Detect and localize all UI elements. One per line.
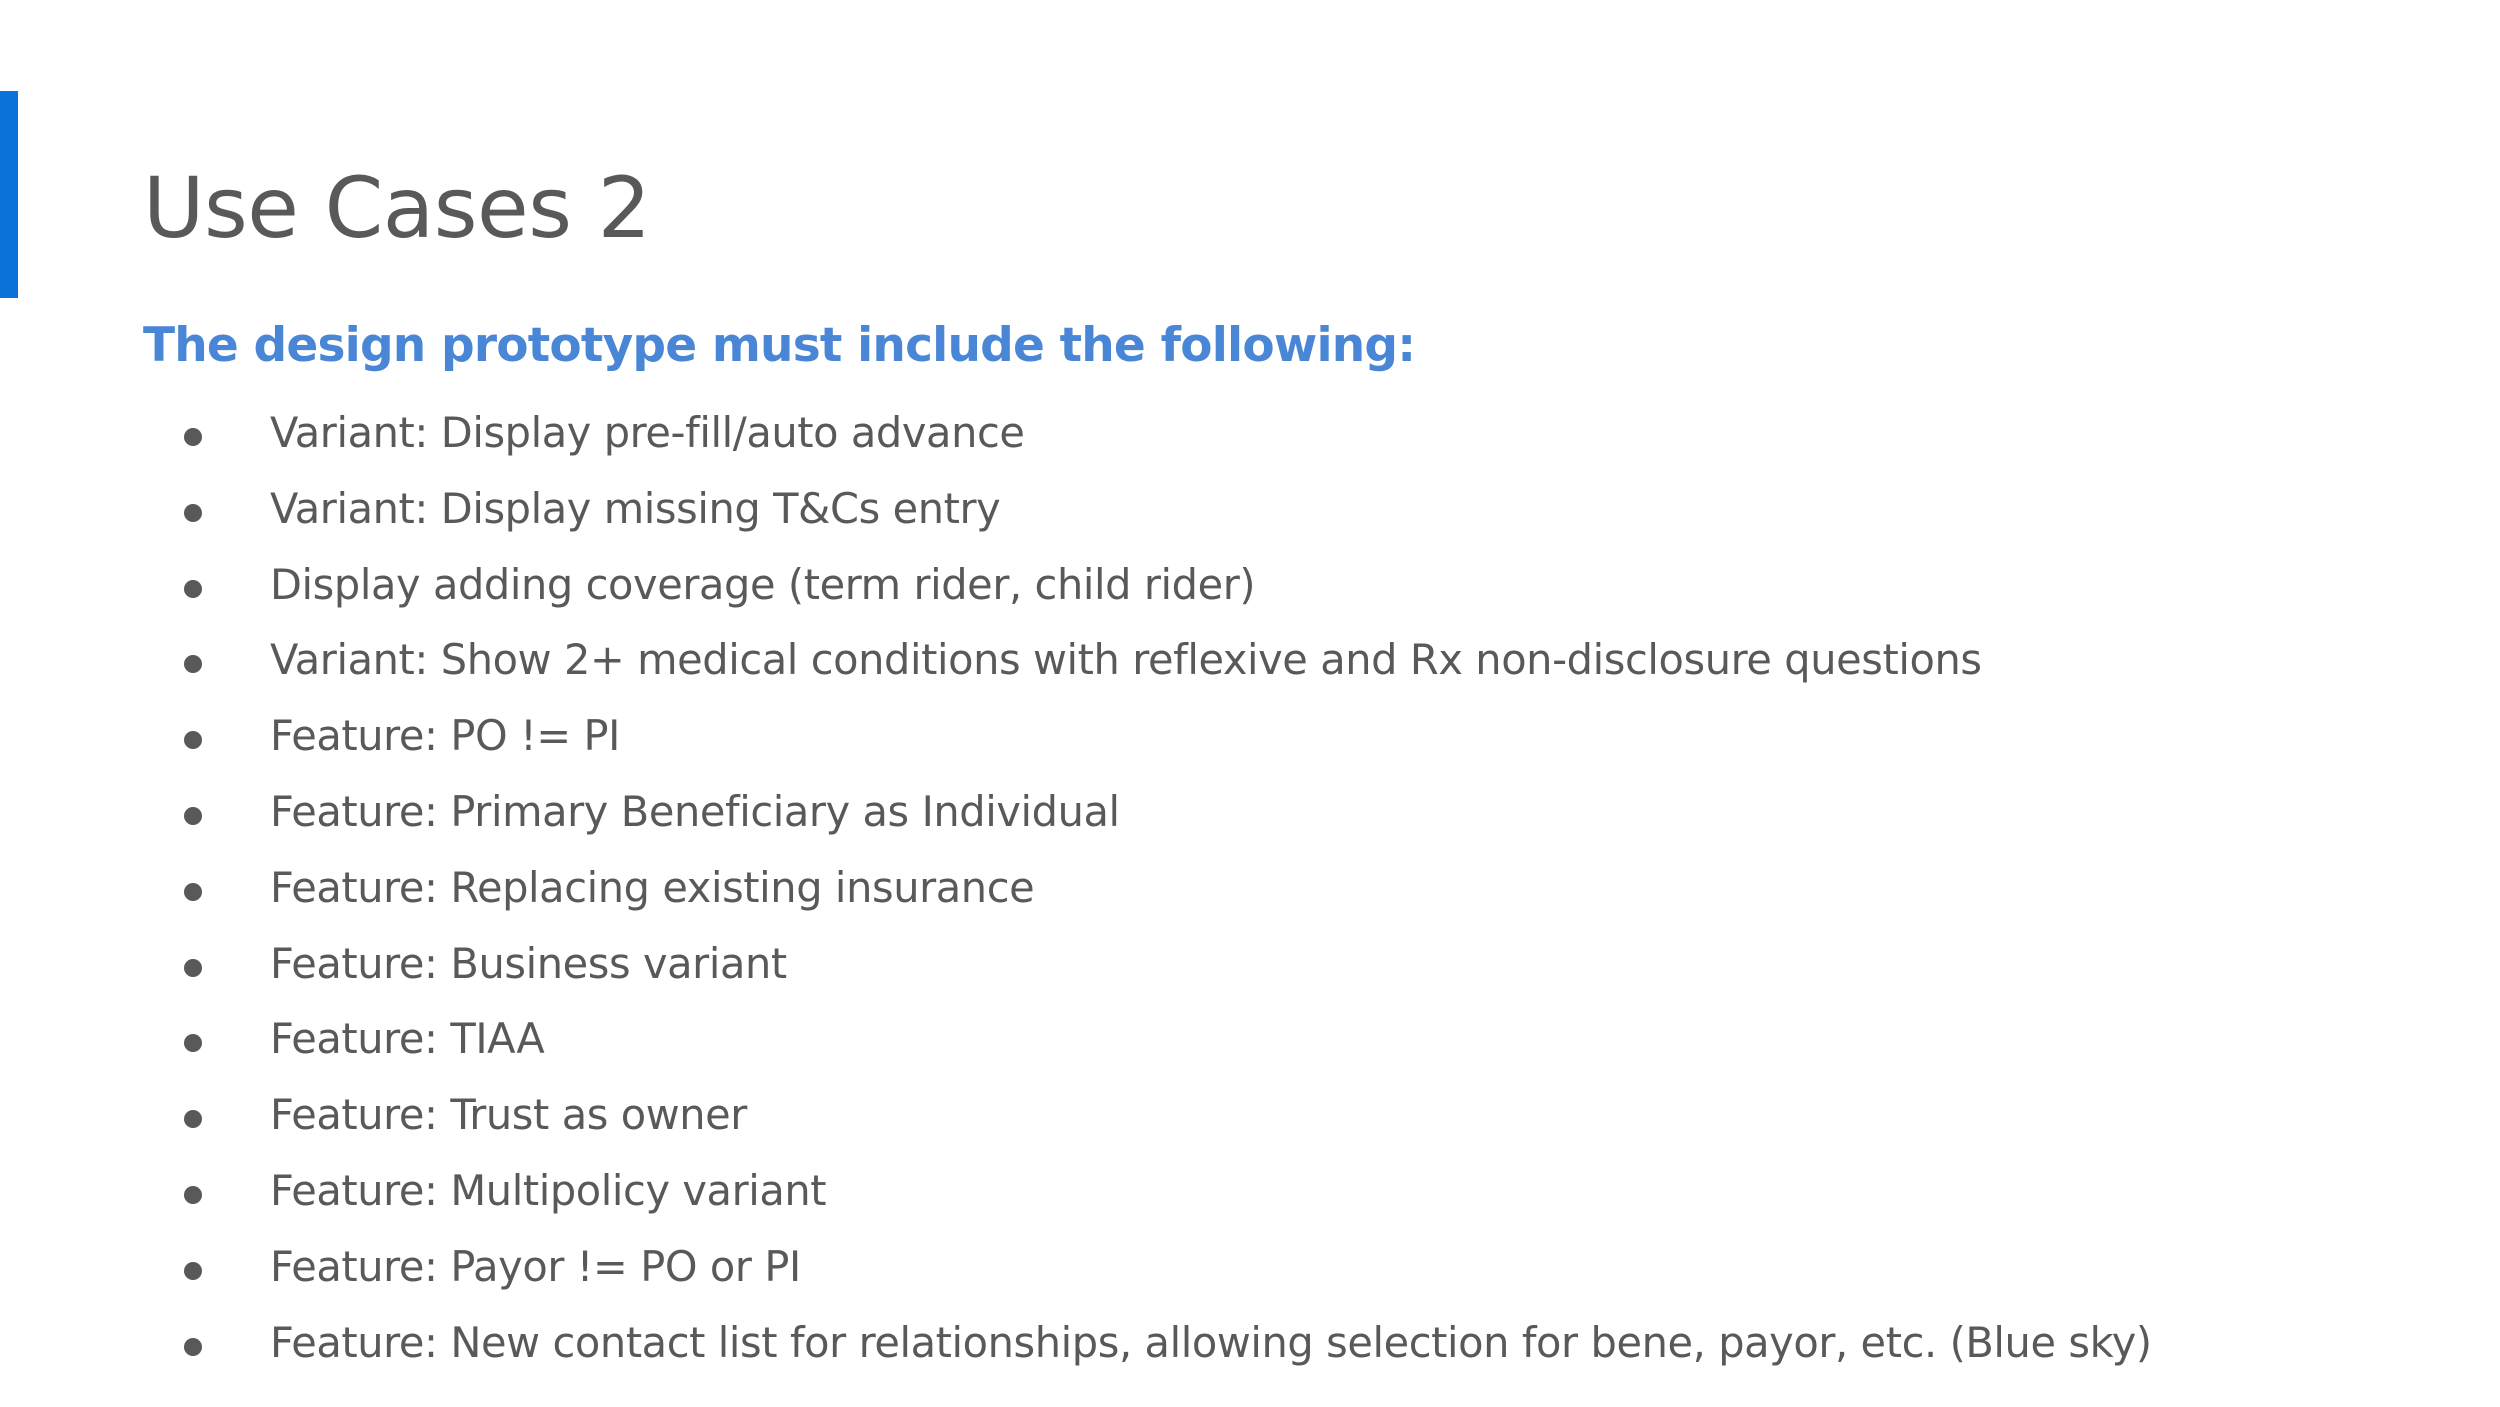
bullet-icon bbox=[184, 1034, 202, 1052]
list-item-text: Variant: Display missing T&Cs entry bbox=[270, 483, 1001, 533]
bullet-icon bbox=[184, 807, 202, 825]
bullet-icon bbox=[184, 428, 202, 446]
list-item-text: Feature: Replacing existing insurance bbox=[270, 862, 1035, 912]
bullet-icon bbox=[184, 1110, 202, 1128]
bullet-icon bbox=[184, 883, 202, 901]
list-item-text: Variant: Display pre-fill/auto advance bbox=[270, 408, 1025, 457]
slide-subtitle: The design prototype must include the following: bbox=[143, 318, 1416, 373]
list-item-text: Feature: Business variant bbox=[270, 938, 787, 988]
slide-title: Use Cases 2 bbox=[143, 159, 651, 257]
accent-bar bbox=[0, 91, 18, 298]
bullet-icon bbox=[184, 959, 202, 977]
list-item-text: Feature: Trust as owner bbox=[270, 1090, 747, 1140]
bullet-icon bbox=[184, 580, 202, 598]
list-item-text: Feature: Payor != PO or PI bbox=[270, 1241, 801, 1291]
list-item-text: Feature: TIAA bbox=[270, 1014, 545, 1064]
list-item-text: Feature: Primary Beneficiary as Individual bbox=[270, 786, 1120, 836]
list-item-text: Variant: Show 2+ medical conditions with reflexive and Rx non-disclosure questions bbox=[270, 635, 1982, 685]
list-item-text: Display adding coverage (term rider, child rider) bbox=[270, 559, 1256, 609]
list-item-text: Feature: New contact list for relationships, allowing selection for bene, payor, etc. (Blue sky) bbox=[270, 1317, 2152, 1367]
bullet-icon bbox=[184, 1338, 202, 1356]
bullet-icon bbox=[184, 731, 202, 749]
list-item-text: Feature: PO != PI bbox=[270, 711, 620, 761]
bullet-icon bbox=[184, 1262, 202, 1280]
list-item-text: Feature: Multipolicy variant bbox=[270, 1165, 827, 1215]
bullet-icon bbox=[184, 655, 202, 673]
bullet-icon bbox=[184, 504, 202, 522]
bullet-icon bbox=[184, 1186, 202, 1204]
